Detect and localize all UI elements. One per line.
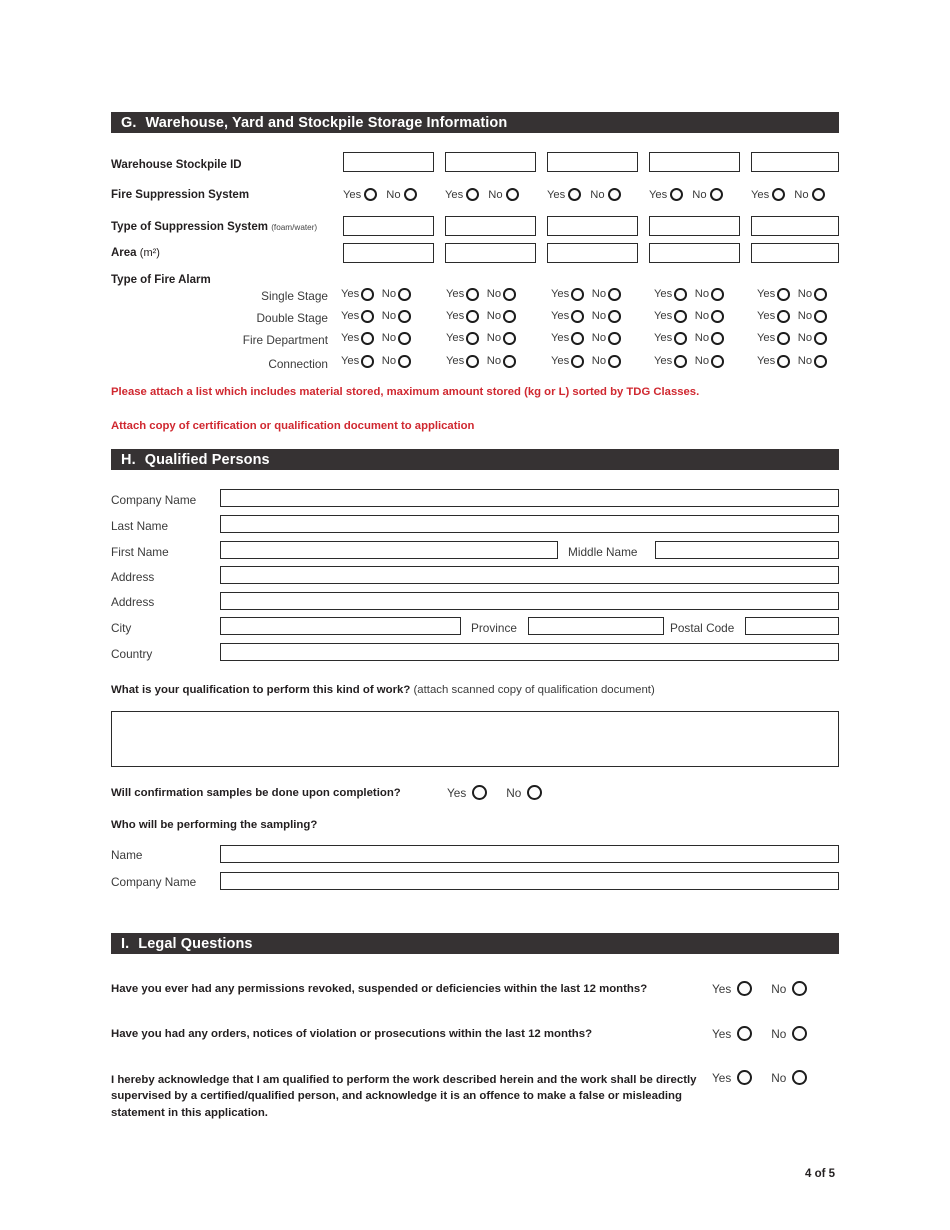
radio-yes-single-stage-4[interactable] <box>674 288 687 301</box>
radio-yes-fire-department-5[interactable] <box>777 332 790 345</box>
radio-yes-double-stage-1[interactable] <box>361 310 374 323</box>
radio-no-single-stage-1[interactable] <box>398 288 411 301</box>
radio-no-fire-department-2[interactable] <box>503 332 516 345</box>
radio-no-label: No <box>797 288 813 301</box>
radio-yes-fire-department-4[interactable] <box>674 332 687 345</box>
input-warehouse-stockpile-id-2[interactable] <box>445 152 536 172</box>
radio-no-confirmation-samples[interactable] <box>527 785 542 800</box>
radio-yes-legal-question-1[interactable] <box>737 981 752 996</box>
radio-no-connection-2[interactable] <box>503 355 516 368</box>
radio-group-single-stage-1[interactable] <box>341 288 411 301</box>
radio-group-acknowledgement[interactable] <box>712 1070 807 1085</box>
radio-group-fire-suppression-5[interactable] <box>751 188 825 201</box>
radio-yes-fire-suppression-1[interactable] <box>364 188 377 201</box>
radio-no-label: No <box>591 355 607 368</box>
radio-no-label: No <box>381 355 397 368</box>
radio-no-fire-suppression-4[interactable] <box>710 188 723 201</box>
radio-no-label: No <box>486 332 502 345</box>
radio-no-acknowledgement[interactable] <box>792 1070 807 1085</box>
radio-no-label: No <box>591 332 607 345</box>
radio-no-label: No <box>381 332 397 345</box>
radio-yes-label: Yes <box>447 785 467 800</box>
radio-yes-label: Yes <box>341 332 360 345</box>
radio-yes-label: Yes <box>341 288 360 301</box>
radio-no-label: No <box>486 355 502 368</box>
radio-group-double-stage-5[interactable] <box>757 310 827 323</box>
radio-no-label: No <box>591 310 607 323</box>
label-address-1: Address <box>111 570 155 584</box>
radio-no-single-stage-3[interactable] <box>608 288 621 301</box>
radio-no-label: No <box>771 1070 787 1085</box>
radio-yes-label: Yes <box>757 332 776 345</box>
radio-no-connection-3[interactable] <box>608 355 621 368</box>
radio-yes-single-stage-5[interactable] <box>777 288 790 301</box>
radio-yes-double-stage-2[interactable] <box>466 310 479 323</box>
radio-group-legal-question-2[interactable] <box>712 1026 807 1041</box>
label-address-2: Address <box>111 595 155 609</box>
radio-yes-label: Yes <box>712 1026 732 1041</box>
radio-no-fire-department-1[interactable] <box>398 332 411 345</box>
radio-no-label: No <box>794 188 809 201</box>
radio-no-connection-4[interactable] <box>711 355 724 368</box>
input-last-name[interactable] <box>220 515 839 533</box>
radio-no-label: No <box>694 355 710 368</box>
label-type-of-fire-alarm: Type of Fire Alarm <box>111 274 211 286</box>
radio-no-label: No <box>486 310 502 323</box>
label-middle-name: Middle Name <box>568 545 638 559</box>
section-letter-h: H. <box>121 451 136 468</box>
section-letter-i: I. <box>121 935 130 952</box>
label-qualification-question <box>111 684 655 696</box>
radio-group-connection-1[interactable] <box>341 355 411 368</box>
radio-no-fire-department-3[interactable] <box>608 332 621 345</box>
input-warehouse-stockpile-id-3[interactable] <box>547 152 638 172</box>
radio-group-single-stage-3[interactable] <box>551 288 621 301</box>
radio-group-single-stage-4[interactable] <box>654 288 724 301</box>
label-area-unit: (m²) <box>139 247 160 259</box>
radio-no-connection-1[interactable] <box>398 355 411 368</box>
section-title-i: Legal Questions <box>138 935 253 952</box>
radio-no-label: No <box>694 288 710 301</box>
input-address-1[interactable] <box>220 566 839 584</box>
label-acknowledgement <box>111 1072 711 1121</box>
label-fire-alarm-double-stage: Double Stage <box>256 311 328 325</box>
radio-no-single-stage-5[interactable] <box>814 288 827 301</box>
radio-yes-label: Yes <box>341 355 360 368</box>
radio-group-connection-3[interactable] <box>551 355 621 368</box>
acknowledgement-line-1: I hereby acknowledge that I am qualified to perform the work described herein and the work shall be <box>111 1074 653 1086</box>
radio-yes-label: Yes <box>757 310 776 323</box>
radio-yes-label: Yes <box>446 288 465 301</box>
radio-group-legal-question-1[interactable] <box>712 981 807 996</box>
radio-group-fire-department-3[interactable] <box>551 332 621 345</box>
input-warehouse-stockpile-id-5[interactable] <box>751 152 839 172</box>
radio-group-fire-department-1[interactable] <box>341 332 411 345</box>
radio-no-label: No <box>692 188 707 201</box>
acknowledgement-line-3: or misleading statement in this application. <box>111 1090 682 1119</box>
radio-yes-label: Yes <box>341 310 360 323</box>
radio-no-label: No <box>590 188 605 201</box>
radio-yes-label: Yes <box>446 310 465 323</box>
radio-no-label: No <box>486 288 502 301</box>
radio-no-label: No <box>381 310 397 323</box>
radio-yes-confirmation-samples[interactable] <box>472 785 487 800</box>
radio-yes-fire-suppression-5[interactable] <box>772 188 785 201</box>
radio-no-label: No <box>386 188 401 201</box>
label-type-of-suppression-system-hint: (foam/water) <box>271 223 318 232</box>
radio-no-fire-suppression-3[interactable] <box>608 188 621 201</box>
input-first-name[interactable] <box>220 541 558 559</box>
radio-no-fire-suppression-1[interactable] <box>404 188 417 201</box>
radio-no-label: No <box>771 981 787 996</box>
label-province: Province <box>471 621 517 635</box>
label-legal-question-2: Have you had any orders, notices of violation or prosecutions within the last 12 months? <box>111 1028 593 1040</box>
note-attach-material-list: Please attach a list which includes material stored, maximum amount stored (kg or L) sorted by TDG Classes. <box>111 386 700 398</box>
radio-yes-label: Yes <box>551 310 570 323</box>
radio-group-connection-2[interactable] <box>446 355 516 368</box>
radio-no-double-stage-5[interactable] <box>814 310 827 323</box>
radio-yes-label: Yes <box>654 355 673 368</box>
radio-group-connection-4[interactable] <box>654 355 724 368</box>
input-city[interactable] <box>220 617 461 635</box>
radio-group-connection-5[interactable] <box>757 355 827 368</box>
radio-no-label: No <box>591 288 607 301</box>
input-company-name[interactable] <box>220 489 839 507</box>
radio-yes-connection-5[interactable] <box>777 355 790 368</box>
label-country: Country <box>111 647 153 661</box>
section-title-h: Qualified Persons <box>144 451 270 468</box>
radio-no-label: No <box>771 1026 787 1041</box>
radio-yes-single-stage-1[interactable] <box>361 288 374 301</box>
radio-yes-label: Yes <box>712 981 732 996</box>
radio-yes-label: Yes <box>654 310 673 323</box>
radio-group-single-stage-5[interactable] <box>757 288 827 301</box>
input-type-of-suppression-5[interactable] <box>751 216 839 236</box>
radio-yes-label: Yes <box>712 1070 732 1085</box>
radio-no-fire-suppression-5[interactable] <box>812 188 825 201</box>
label-company-name: Company Name <box>111 493 197 507</box>
label-warehouse-stockpile-id: Warehouse Stockpile ID <box>111 159 242 171</box>
radio-group-fire-suppression-1[interactable] <box>343 188 417 201</box>
section-header-g <box>111 112 839 133</box>
radio-group-double-stage-4[interactable] <box>654 310 724 323</box>
radio-yes-fire-department-1[interactable] <box>361 332 374 345</box>
radio-group-fire-department-2[interactable] <box>446 332 516 345</box>
radio-no-double-stage-1[interactable] <box>398 310 411 323</box>
qualification-question-hint: (attach scanned copy of qualification document) <box>413 684 655 696</box>
radio-yes-double-stage-3[interactable] <box>571 310 584 323</box>
section-title-g: Warehouse, Yard and Stockpile Storage Information <box>145 114 508 131</box>
input-address-2[interactable] <box>220 592 839 610</box>
radio-yes-fire-suppression-4[interactable] <box>670 188 683 201</box>
label-type-of-suppression-system <box>111 221 317 233</box>
label-confirmation-question: Will confirmation samples be done upon completion? <box>111 787 401 799</box>
radio-no-label: No <box>694 332 710 345</box>
label-last-name: Last Name <box>111 519 169 533</box>
input-type-of-suppression-2[interactable] <box>445 216 536 236</box>
section-letter-g: G. <box>121 114 137 131</box>
radio-yes-single-stage-2[interactable] <box>466 288 479 301</box>
radio-group-fire-suppression-3[interactable] <box>547 188 621 201</box>
radio-group-fire-department-4[interactable] <box>654 332 724 345</box>
radio-no-label: No <box>488 188 503 201</box>
section-header-i <box>111 933 839 954</box>
radio-group-double-stage-1[interactable] <box>341 310 411 323</box>
label-sampling-question: Who will be performing the sampling? <box>111 819 318 831</box>
radio-yes-double-stage-5[interactable] <box>777 310 790 323</box>
input-sampling-company-name[interactable] <box>220 872 839 890</box>
radio-group-fire-suppression-4[interactable] <box>649 188 723 201</box>
radio-no-fire-department-5[interactable] <box>814 332 827 345</box>
label-fire-alarm-single-stage: Single Stage <box>261 289 328 303</box>
label-type-of-suppression-system-text: Type of Suppression System <box>111 221 268 233</box>
input-province[interactable] <box>528 617 664 635</box>
radio-yes-double-stage-4[interactable] <box>674 310 687 323</box>
radio-no-fire-department-4[interactable] <box>711 332 724 345</box>
radio-yes-label: Yes <box>551 355 570 368</box>
label-legal-question-1: Have you ever had any permissions revoked, suspended or deficiencies within the last 12 months? <box>111 983 648 995</box>
radio-yes-connection-4[interactable] <box>674 355 687 368</box>
footer-page-number: 4 of 5 <box>805 1168 836 1180</box>
label-first-name: First Name <box>111 545 169 559</box>
input-postal-code[interactable] <box>745 617 839 635</box>
radio-group-single-stage-2[interactable] <box>446 288 516 301</box>
input-area-4[interactable] <box>649 243 740 263</box>
radio-group-fire-suppression-2[interactable] <box>445 188 519 201</box>
radio-no-label: No <box>381 288 397 301</box>
label-area-text: Area <box>111 247 137 259</box>
radio-no-double-stage-2[interactable] <box>503 310 516 323</box>
radio-no-double-stage-3[interactable] <box>608 310 621 323</box>
qualification-question-text: What is your qualification to perform this kind of work? <box>111 684 411 696</box>
label-fire-suppression-system: Fire Suppression System <box>111 189 250 201</box>
radio-no-label: No <box>797 355 813 368</box>
section-header-h <box>111 449 839 470</box>
radio-no-label: No <box>694 310 710 323</box>
input-type-of-suppression-1[interactable] <box>343 216 434 236</box>
radio-no-label: No <box>506 785 522 800</box>
radio-yes-connection-3[interactable] <box>571 355 584 368</box>
input-type-of-suppression-3[interactable] <box>547 216 638 236</box>
radio-yes-label: Yes <box>343 188 362 201</box>
label-city: City <box>111 621 132 635</box>
radio-no-double-stage-4[interactable] <box>711 310 724 323</box>
input-area-1[interactable] <box>343 243 434 263</box>
input-warehouse-stockpile-id-1[interactable] <box>343 152 434 172</box>
acknowledgement-line-2: directly supervised by a certified/qualified person, and acknowledge it is an offence to make a false <box>111 1074 697 1103</box>
input-area-2[interactable] <box>445 243 536 263</box>
input-warehouse-stockpile-id-4[interactable] <box>649 152 740 172</box>
radio-yes-legal-question-2[interactable] <box>737 1026 752 1041</box>
input-middle-name[interactable] <box>655 541 839 559</box>
radio-no-fire-suppression-2[interactable] <box>506 188 519 201</box>
note-attach-certification: Attach copy of certification or qualification document to application <box>111 420 475 432</box>
radio-yes-label: Yes <box>551 288 570 301</box>
label-postal-code: Postal Code <box>670 621 735 635</box>
radio-yes-label: Yes <box>751 188 770 201</box>
radio-yes-label: Yes <box>446 355 465 368</box>
radio-no-label: No <box>797 310 813 323</box>
radio-yes-label: Yes <box>547 188 566 201</box>
radio-yes-label: Yes <box>446 332 465 345</box>
label-fire-alarm-fire-department: Fire Department <box>242 333 328 347</box>
radio-yes-label: Yes <box>757 288 776 301</box>
radio-no-legal-question-1[interactable] <box>792 981 807 996</box>
radio-yes-fire-department-3[interactable] <box>571 332 584 345</box>
radio-yes-connection-2[interactable] <box>466 355 479 368</box>
radio-yes-fire-suppression-3[interactable] <box>568 188 581 201</box>
radio-no-single-stage-2[interactable] <box>503 288 516 301</box>
radio-yes-label: Yes <box>551 332 570 345</box>
textarea-qualification-answer[interactable] <box>111 711 839 767</box>
label-sampling-company-name: Company Name <box>111 875 197 889</box>
radio-yes-label: Yes <box>654 288 673 301</box>
radio-no-legal-question-2[interactable] <box>792 1026 807 1041</box>
label-sampling-name: Name <box>111 848 143 862</box>
radio-yes-label: Yes <box>654 332 673 345</box>
radio-yes-label: Yes <box>649 188 668 201</box>
input-area-3[interactable] <box>547 243 638 263</box>
radio-yes-single-stage-3[interactable] <box>571 288 584 301</box>
input-sampling-name[interactable] <box>220 845 839 863</box>
radio-yes-fire-suppression-2[interactable] <box>466 188 479 201</box>
radio-yes-label: Yes <box>445 188 464 201</box>
radio-no-single-stage-4[interactable] <box>711 288 724 301</box>
radio-yes-fire-department-2[interactable] <box>466 332 479 345</box>
input-type-of-suppression-4[interactable] <box>649 216 740 236</box>
radio-yes-acknowledgement[interactable] <box>737 1070 752 1085</box>
radio-group-fire-department-5[interactable] <box>757 332 827 345</box>
label-fire-alarm-connection: Connection <box>268 357 328 371</box>
label-area <box>111 247 160 259</box>
input-area-5[interactable] <box>751 243 839 263</box>
radio-group-double-stage-2[interactable] <box>446 310 516 323</box>
radio-group-double-stage-3[interactable] <box>551 310 621 323</box>
radio-no-label: No <box>797 332 813 345</box>
radio-yes-connection-1[interactable] <box>361 355 374 368</box>
radio-group-confirmation-samples[interactable] <box>447 785 542 800</box>
radio-no-connection-5[interactable] <box>814 355 827 368</box>
input-country[interactable] <box>220 643 839 661</box>
radio-yes-label: Yes <box>757 355 776 368</box>
